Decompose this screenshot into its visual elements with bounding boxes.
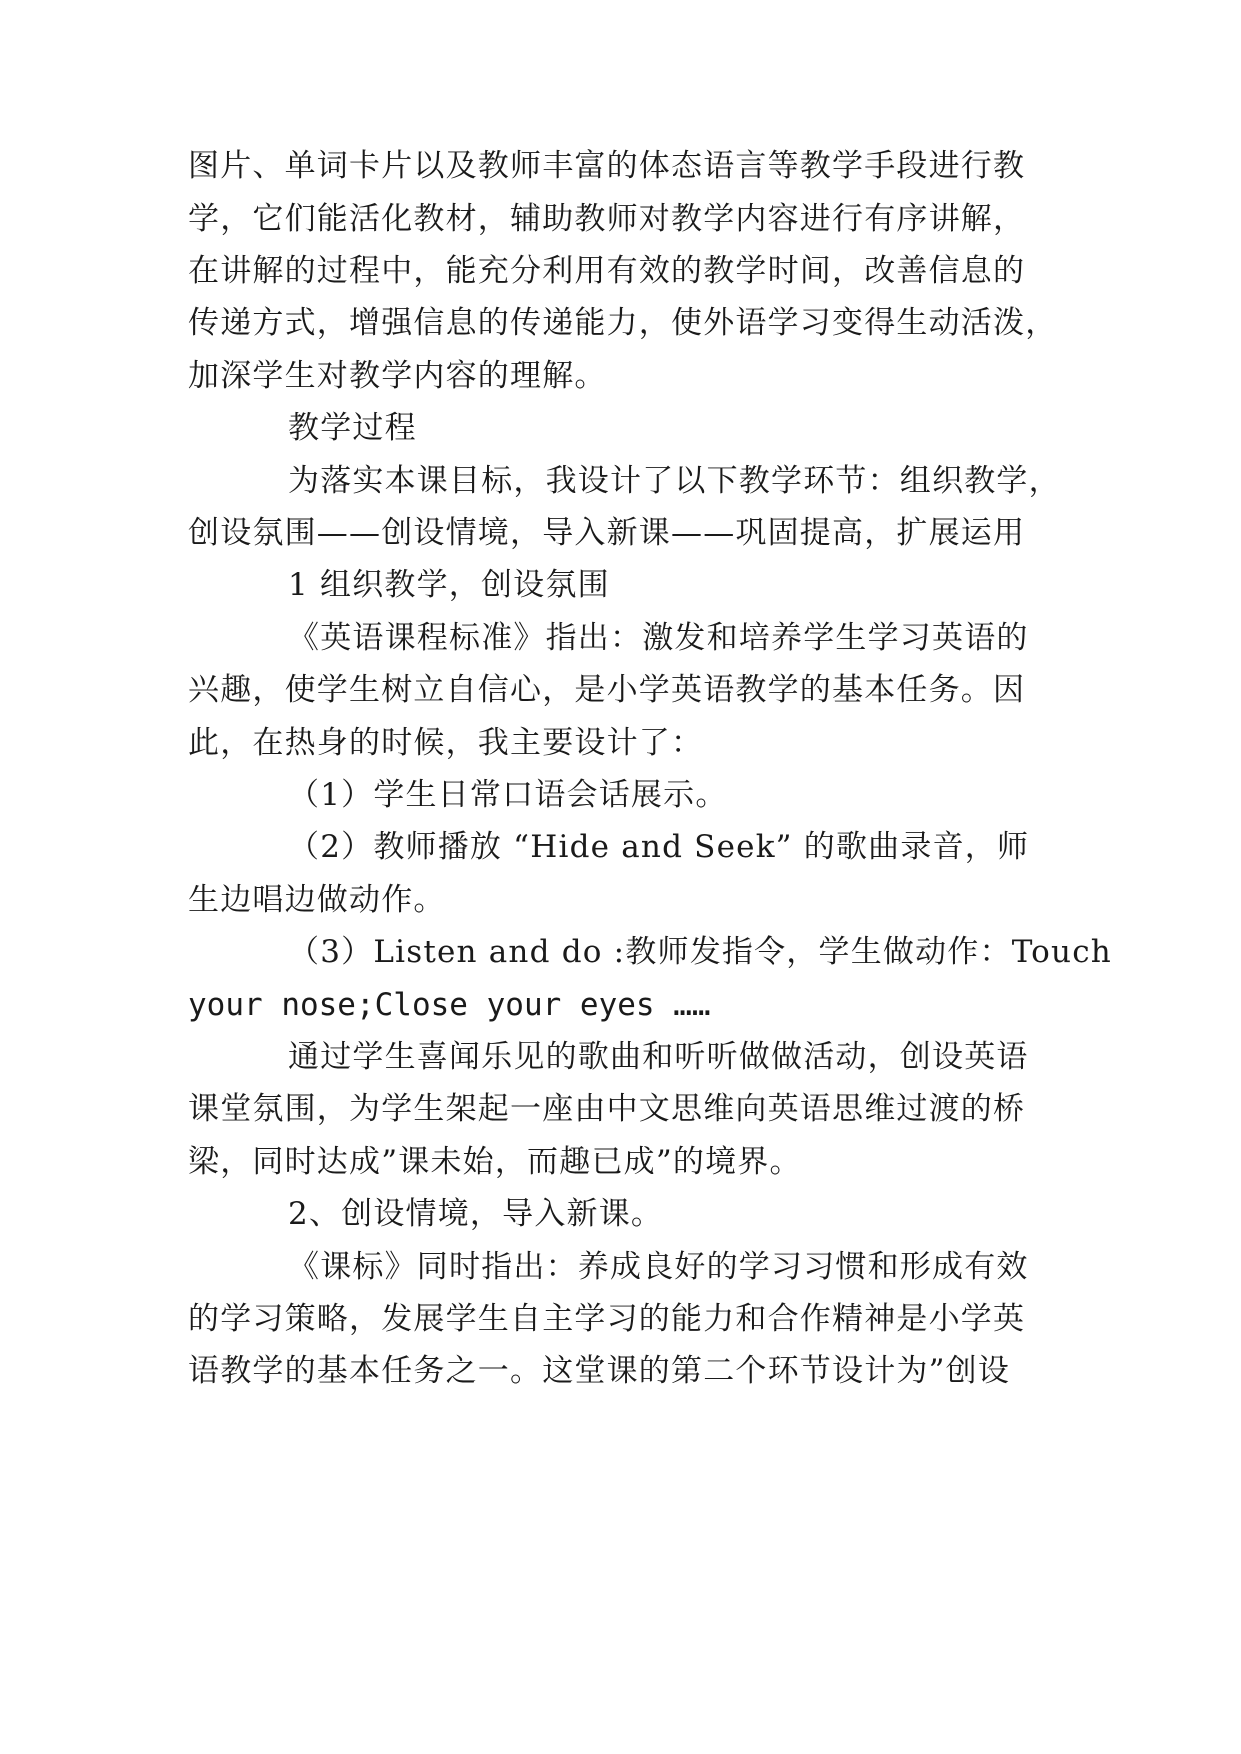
- body-text-line: 梁，同时达成”课未始，而趣已成”的境界。: [188, 1144, 802, 1180]
- body-text-line: 课堂氛围，为学生架起一座由中文思维向英语思维过渡的桥: [188, 1091, 1026, 1127]
- body-text-line: 《课标》同时指出：养成良好的学习习惯和形成有效: [288, 1249, 1029, 1285]
- body-text-line: 创设氛围——创设情境，导入新课——巩固提高，扩展运用: [188, 515, 1026, 551]
- list-item: （3）Listen and do :教师发指令，学生做动作：Touch: [288, 934, 1112, 970]
- body-text-line: 此，在热身的时候，我主要设计了：: [188, 725, 704, 761]
- body-text-line: 图片、单词卡片以及教师丰富的体态语言等教学手段进行教: [188, 148, 1026, 184]
- body-text-line: 学，它们能活化教材，辅助教师对教学内容进行有序讲解，: [188, 201, 1026, 237]
- subsection-heading: 1 组织教学，创设氛围: [288, 567, 610, 603]
- body-text-line: 的学习策略，发展学生自主学习的能力和合作精神是小学英: [188, 1301, 1026, 1337]
- section-heading: 教学过程: [288, 410, 417, 446]
- subsection-heading: 2、创设情境，导入新课。: [288, 1196, 664, 1232]
- body-text-line: 通过学生喜闻乐见的歌曲和听听做做活动，创设英语: [288, 1039, 1029, 1075]
- list-item: （2）教师播放 “Hide and Seek” 的歌曲录音，师: [288, 829, 1030, 865]
- body-text-line: 语教学的基本任务之一。这堂课的第二个环节设计为”创设: [188, 1353, 1011, 1389]
- body-text-line: 生边唱边做动作。: [188, 882, 446, 918]
- body-text-line: 传递方式，增强信息的传递能力，使外语学习变得生动活泼，: [188, 305, 1058, 341]
- body-text-line: 在讲解的过程中，能充分利用有效的教学时间，改善信息的: [188, 253, 1026, 289]
- body-text-line: 加深学生对教学内容的理解。: [188, 358, 607, 394]
- body-text-line: 《英语课程标准》指出：激发和培养学生学习英语的: [288, 620, 1029, 656]
- list-item: （1）学生日常口语会话展示。: [288, 777, 728, 813]
- body-text-line: 为落实本课目标，我设计了以下教学环节：组织教学，: [288, 463, 1061, 499]
- body-text-line: your nose;Close your eyes ……: [188, 987, 711, 1023]
- body-text-line: 兴趣，使学生树立自信心，是小学英语教学的基本任务。因: [188, 672, 1026, 708]
